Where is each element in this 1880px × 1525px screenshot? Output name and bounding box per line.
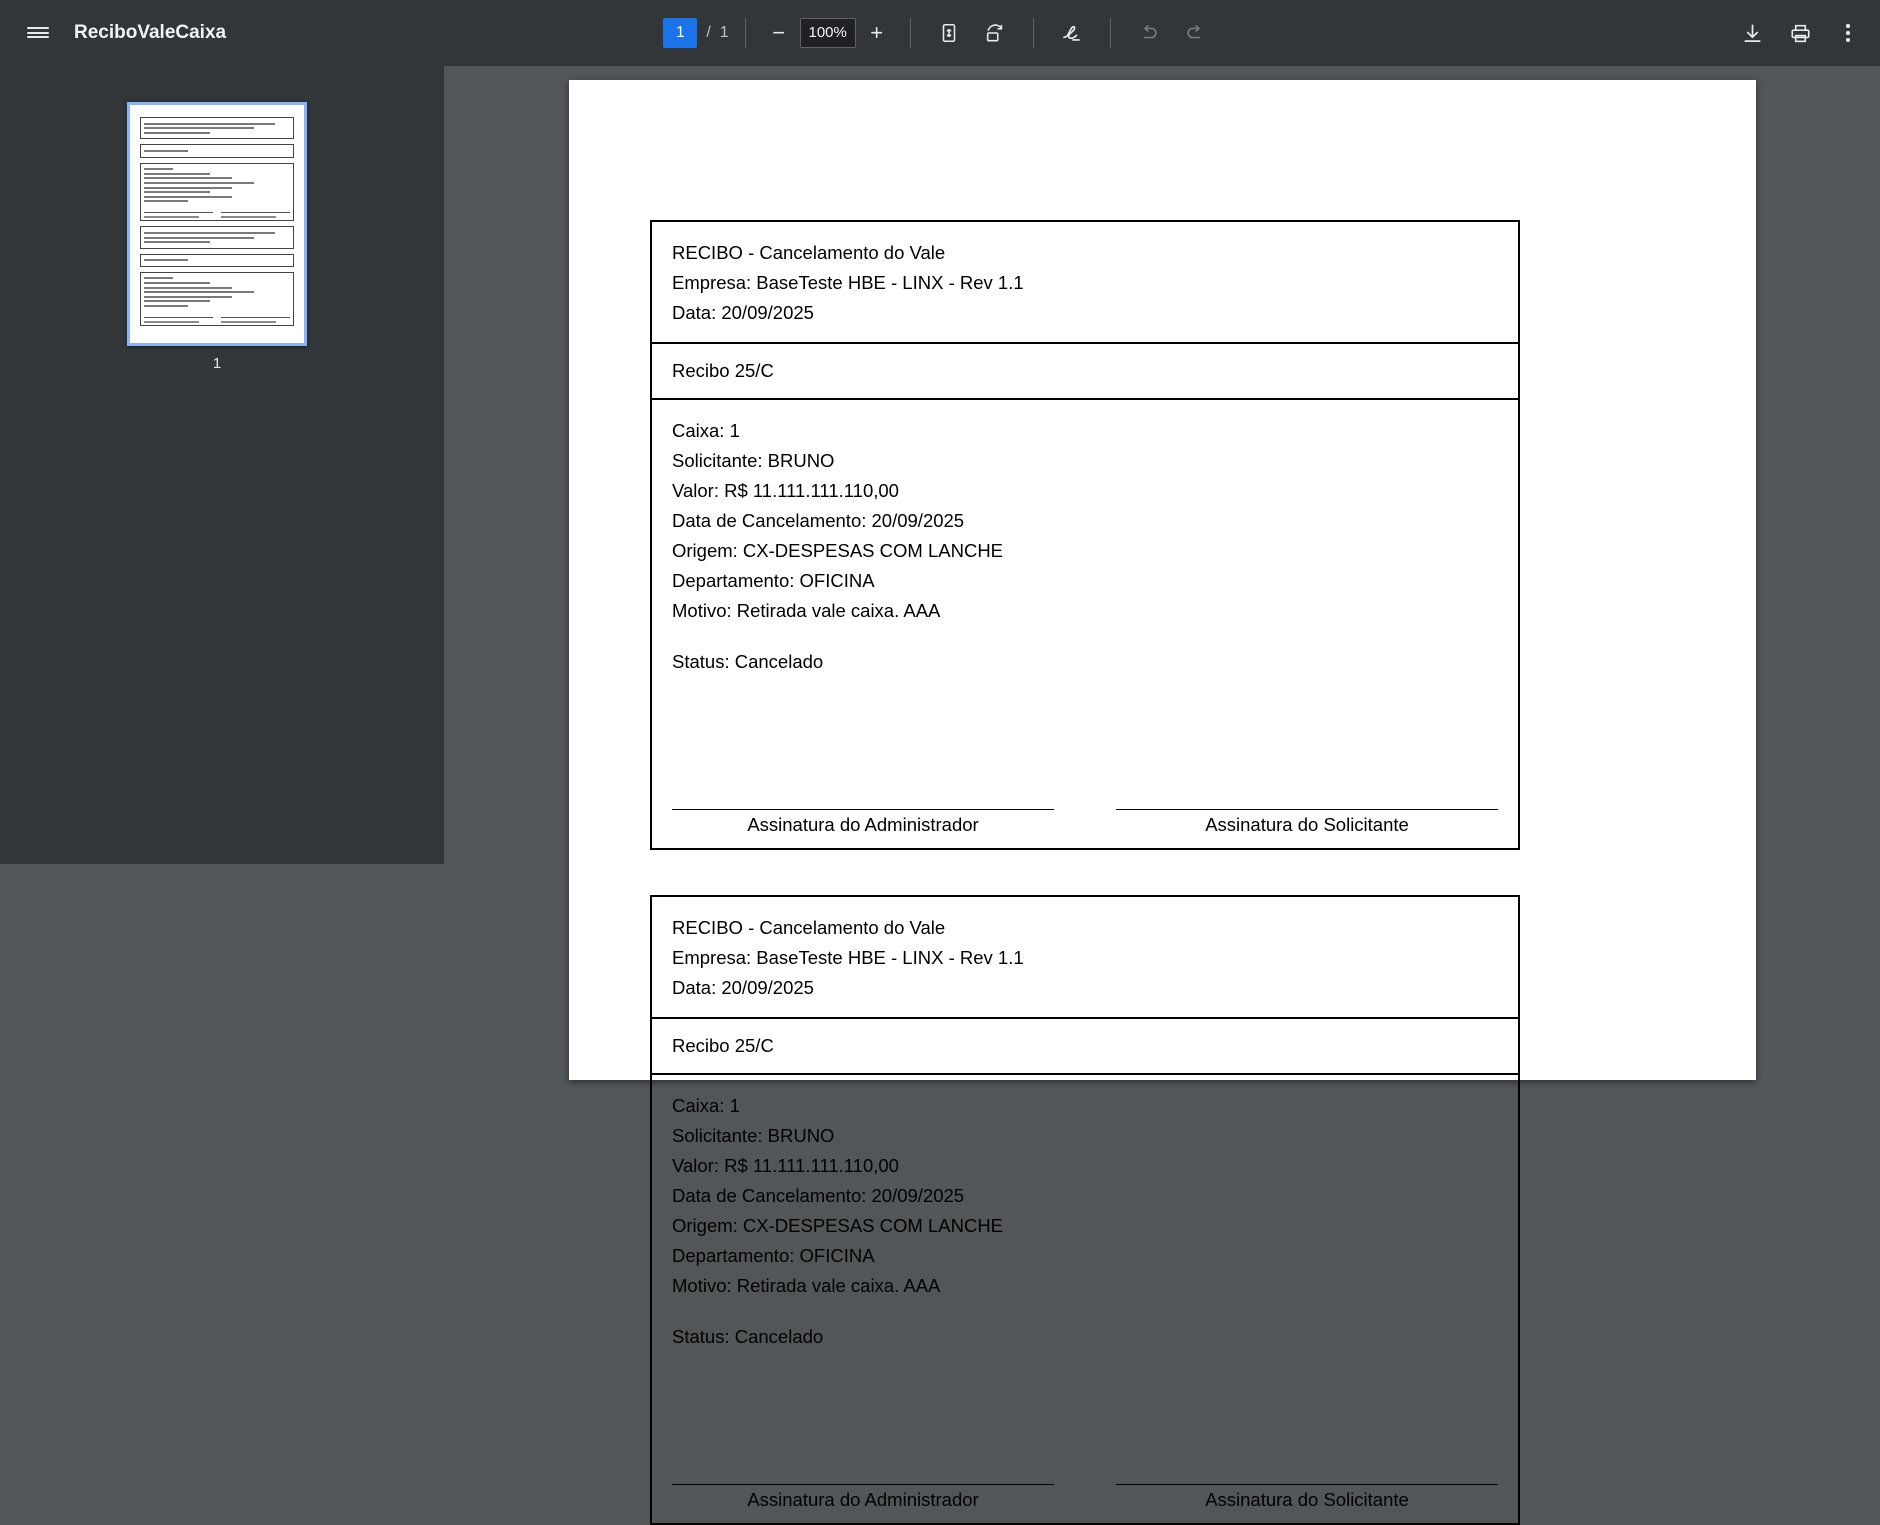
thumb-line (144, 300, 210, 302)
receipt-block (650, 220, 1520, 850)
fit-to-page-icon[interactable] (927, 11, 971, 55)
receipt-header (652, 222, 1518, 344)
detail-departamento: Departamento: OFICINA (672, 570, 875, 592)
detail-departamento: Departamento: OFICINA (672, 1245, 875, 1267)
menu-bar (27, 36, 49, 38)
signature-requester-label: Assinatura do Solicitante (1205, 1488, 1409, 1510)
thumb-body-box (140, 163, 294, 222)
page-total: 1 (719, 23, 729, 41)
thumb-line (144, 287, 232, 289)
thumb-line (144, 232, 275, 234)
detail-motivo: Motivo: Retirada vale caixa. AAA (672, 600, 941, 622)
thumb-signature-left (144, 212, 213, 218)
thumb-header-box (140, 117, 294, 139)
download-icon[interactable] (1730, 11, 1774, 55)
more-vertical-icon[interactable] (1826, 11, 1870, 55)
receipt-company: Empresa: BaseTeste HBE - LINX - Rev 1.1 (672, 947, 1024, 969)
dot (1846, 24, 1850, 28)
document-viewer[interactable] (444, 66, 1880, 1510)
rotate-clockwise-icon[interactable] (973, 11, 1017, 55)
detail-status: Status: Cancelado (672, 1325, 824, 1347)
receipt-number-section (652, 1019, 1518, 1074)
detail-data-cancelamento: Data de Cancelamento: 20/09/2025 (672, 1184, 965, 1206)
detail-origem: Origem: CX-DESPESAS COM LANCHE (672, 540, 1004, 562)
toolbar-divider (910, 18, 911, 48)
receipt-details-section (652, 1075, 1518, 1523)
thumb-line (144, 132, 210, 134)
page-number-input[interactable] (663, 18, 697, 48)
thumb-line (144, 291, 254, 293)
receipt-number: Recibo 25/C (672, 1035, 774, 1057)
toolbar-center-group (0, 11, 1880, 55)
signature-requester-label: Assinatura do Solicitante (1205, 813, 1409, 835)
page-navigation (663, 18, 728, 48)
receipt-company: Empresa: BaseTeste HBE - LINX - Rev 1.1 (672, 272, 1024, 294)
thumb-body-box-2 (140, 272, 294, 326)
signature-row (672, 809, 1498, 836)
page-separator: / (706, 23, 711, 41)
thumb-line (144, 259, 188, 261)
thumbnail-sidebar (0, 66, 444, 864)
receipt-date: Data: 20/09/2025 (672, 302, 814, 324)
redo-icon[interactable] (1173, 11, 1217, 55)
print-icon[interactable] (1778, 11, 1822, 55)
detail-valor: Valor: R$ 11.111.111.110,00 (672, 1154, 899, 1176)
signature-admin-label: Assinatura do Administrador (747, 813, 979, 835)
zoom-in-button[interactable]: + (870, 19, 884, 45)
dot (1846, 31, 1850, 35)
receipt-number: Recibo 25/C (672, 360, 774, 382)
thumb-number-box (140, 144, 294, 157)
thumbnail-item[interactable] (127, 102, 307, 372)
receipt-date: Data: 20/09/2025 (672, 977, 814, 999)
draw-annotate-icon[interactable] (1050, 11, 1094, 55)
menu-bar (27, 27, 49, 29)
thumb-signature-row-2 (144, 317, 290, 323)
signature-admin-label: Assinatura do Administrador (747, 1488, 979, 1510)
thumb-line (144, 237, 254, 239)
zoom-level-value[interactable]: 100% (800, 18, 856, 48)
thumb-line (144, 277, 173, 279)
toolbar-divider (745, 18, 746, 48)
detail-solicitante: Solicitante: BRUNO (672, 449, 835, 471)
spacer (672, 627, 1498, 647)
thumb-number-box-2 (140, 254, 294, 267)
signature-row (672, 1484, 1498, 1511)
thumb-line (144, 196, 232, 198)
signature-requester (1116, 1484, 1498, 1511)
thumb-line (144, 305, 188, 307)
detail-caixa: Caixa: 1 (672, 419, 740, 441)
signature-admin (672, 1484, 1054, 1511)
detail-caixa: Caixa: 1 (672, 1094, 740, 1116)
dot (1846, 38, 1850, 42)
thumb-line (144, 282, 210, 284)
thumb-signature-row (144, 212, 290, 218)
page-thumbnail-1[interactable] (127, 102, 307, 346)
thumb-line (144, 168, 173, 170)
thumb-line (144, 127, 254, 129)
thumb-line (144, 150, 188, 152)
detail-solicitante: Solicitante: BRUNO (672, 1124, 835, 1146)
toolbar-left-group (0, 11, 226, 55)
zoom-out-button[interactable]: − (772, 19, 786, 45)
toolbar-right-group (1730, 0, 1870, 66)
thumb-header-box-2 (140, 226, 294, 248)
detail-motivo: Motivo: Retirada vale caixa. AAA (672, 1275, 941, 1297)
signature-admin (672, 809, 1054, 836)
detail-data-cancelamento: Data de Cancelamento: 20/09/2025 (672, 509, 965, 531)
detail-status: Status: Cancelado (672, 650, 824, 672)
thumb-line (144, 241, 210, 243)
receipt-block (650, 895, 1520, 1525)
receipt-details-section (652, 400, 1518, 848)
thumb-signature-right (221, 212, 290, 218)
toolbar-divider (1033, 18, 1034, 48)
thumb-line (144, 200, 188, 202)
spacer (672, 1302, 1498, 1322)
receipt-header (652, 897, 1518, 1019)
thumb-line (144, 191, 210, 193)
thumb-line (144, 177, 232, 179)
menu-bar (27, 32, 49, 34)
top-toolbar (0, 0, 1880, 66)
hamburger-menu-icon[interactable] (16, 11, 60, 55)
thumb-line (144, 173, 210, 175)
detail-origem: Origem: CX-DESPESAS COM LANCHE (672, 1215, 1004, 1237)
thumb-line (144, 187, 232, 189)
undo-icon[interactable] (1127, 11, 1171, 55)
thumb-line (144, 123, 275, 125)
thumb-signature-right (221, 317, 290, 323)
receipt-title: RECIBO - Cancelamento do Vale (672, 242, 946, 263)
document-title: ReciboValeCaixa (74, 21, 227, 43)
receipt-number-section (652, 344, 1518, 399)
thumb-line (144, 182, 254, 184)
zoom-controls (762, 16, 894, 50)
receipt-title: RECIBO - Cancelamento do Vale (672, 917, 946, 938)
toolbar-divider (1110, 18, 1111, 48)
thumbnail-page-label: 1 (212, 355, 222, 372)
thumb-line (144, 296, 232, 298)
detail-valor: Valor: R$ 11.111.111.110,00 (672, 479, 899, 501)
signature-requester (1116, 809, 1498, 836)
thumb-signature-left (144, 317, 213, 323)
pdf-page-1 (569, 80, 1756, 1510)
